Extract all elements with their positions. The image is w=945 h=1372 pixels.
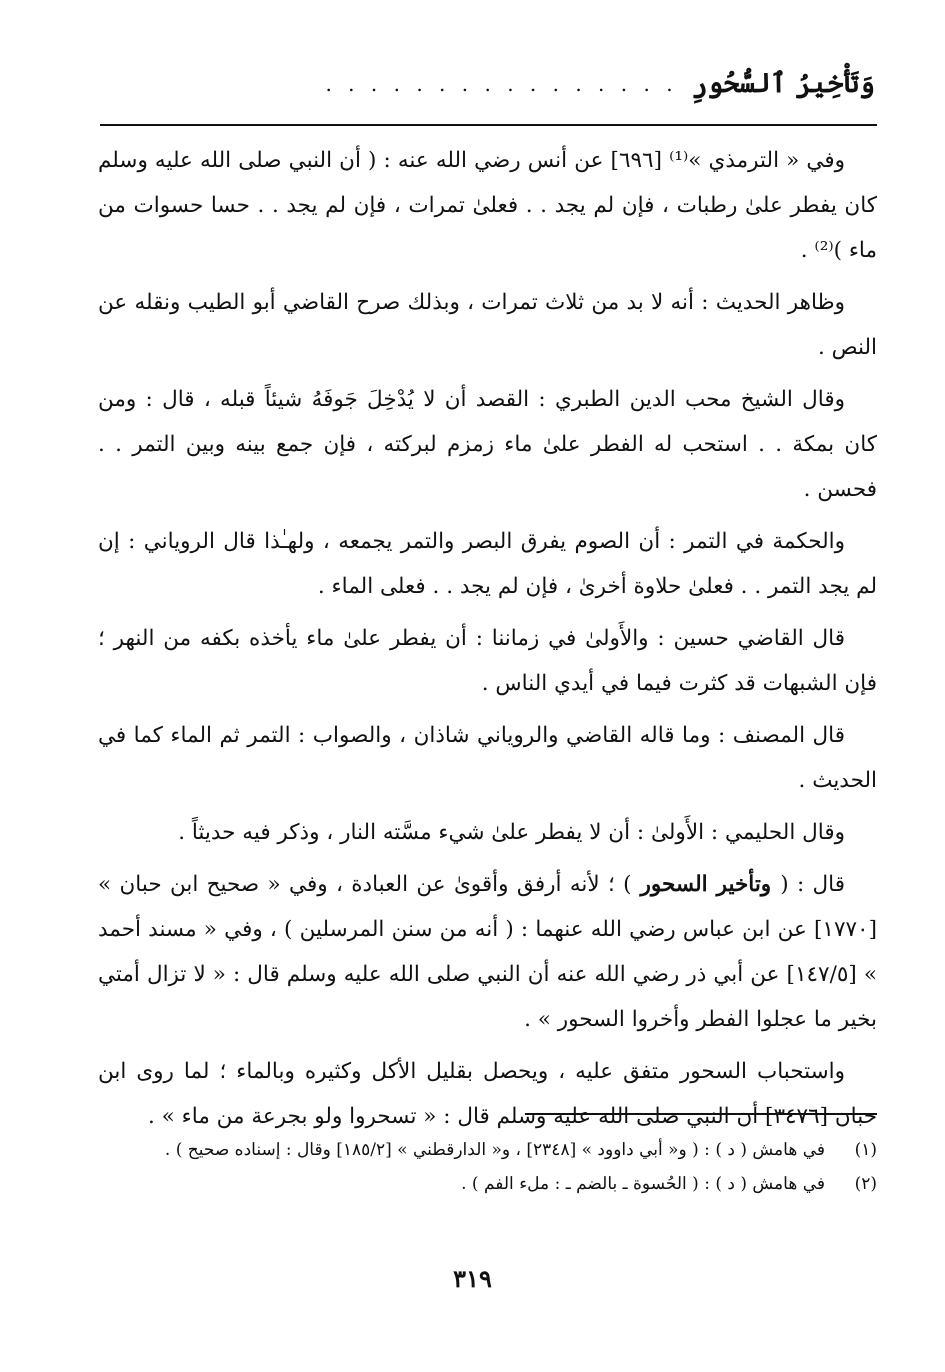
paragraph: وقال الحليمي : الأَولىٰ : أن لا يفطر علىٰ شيء مسَّته النار ، وذكر فيه حديثاً . [178,820,845,845]
footnote-rule [525,1113,877,1115]
footnote [98,1134,877,1166]
paragraph: وظاهر الحديث : أنه لا بد من ثلاث تمرات ، وبذلك صرح القاضي أبو الطيب ونقله عن النص . [98,290,877,360]
matn-bold-text: وتأخير السحور [631,872,781,897]
header-dots: . . . . . . . . . . . . . . . . [325,72,678,96]
page-number: ٣١٩ [453,1264,492,1293]
paragraph: والحكمة في التمر : أن الصوم يفرق البصر والتمر يجمعه ، ولهـٰذا قال الروياني : إن لم يجد التمر . . فعلىٰ حلاوة أخرىٰ ، فإن لم يجد . . فعلى الماء . [98,529,877,599]
paragraph-text: قال : ( [780,872,846,897]
header-rule [100,124,877,126]
chapter-title: وَتَأْخِيرُ ٱلسُّحُورِ [691,68,875,99]
footnote-text: في هامش ( د ) : ( الحُسوة ـ بالضم ـ : ملء الفم ) . [461,1174,825,1194]
footnote [98,1168,877,1200]
paragraph-text: ) ؛ لأنه أرفق وأقوىٰ عن العبادة ، وفي « صحيح ابن حبان » [١٧٧٠] عن ابن عباس رضي الله عنهما : ( أنه من سنن المرسلين ) ، وفي « مسند أحمد » [١٤٧/٥] عن أبي ذر رضي الله عنه أن النبي صلى الله عليه وسلم قال : « لا تزال أمتي بخير ما عجلوا الفطر وأخروا السحور » . [98,872,877,1032]
footnote-number: (٢) [854,1174,877,1194]
footnotes [98,1134,877,1202]
paragraph: وفي « الترمذي »⁽¹⁾ [٦٩٦] عن أنس رضي الله عنه : ( أن النبي صلى الله عليه وسلم كان يفطر علىٰ رطبات ، فإن لم يجد . . فعلىٰ تمرات ، فإن لم يجد . . حسا حسوات من ماء )⁽²⁾ . [98,148,877,263]
paragraph: وقال الشيخ محب الدين الطبري : القصد أن لا يُدْخِلَ جَوفَهُ شيئاً قبله ، قال : ومن كان بمكة . . استحب له الفطر علىٰ ماء زمزم لبركته ، فإن جمع بينه وبين التمر . . فحسن . [98,387,877,502]
running-header [100,58,875,110]
footnote-number: (١) [854,1140,877,1160]
paragraph [98,862,877,1042]
main-text [98,138,877,1146]
paragraph: واستحباب السحور متفق عليه ، ويحصل بقليل الأكل وكثيره وبالماء ؛ لما روى ابن حبان [٣٤٧٦] أن النبي صلى الله عليه وسلم قال : « تسحروا ولو بجرعة من ماء » . [98,1059,877,1129]
paragraph: قال المصنف : وما قاله القاضي والروياني شاذان ، والصواب : التمر ثم الماء كما في الحديث . [98,723,877,793]
footnote-text: في هامش ( د ) : ( و« أبي داوود » [٢٣٤٨] ، و« الدارقطني » [١٨٥/٢] وقال : إسناده صحيح ) . [164,1140,825,1160]
paragraph: قال القاضي حسين : والأَولىٰ في زماننا : أن يفطر علىٰ ماء يأخذه بكفه من النهر ؛ فإن الشبهات قد كثرت فيما في أيدي الناس . [98,626,877,696]
